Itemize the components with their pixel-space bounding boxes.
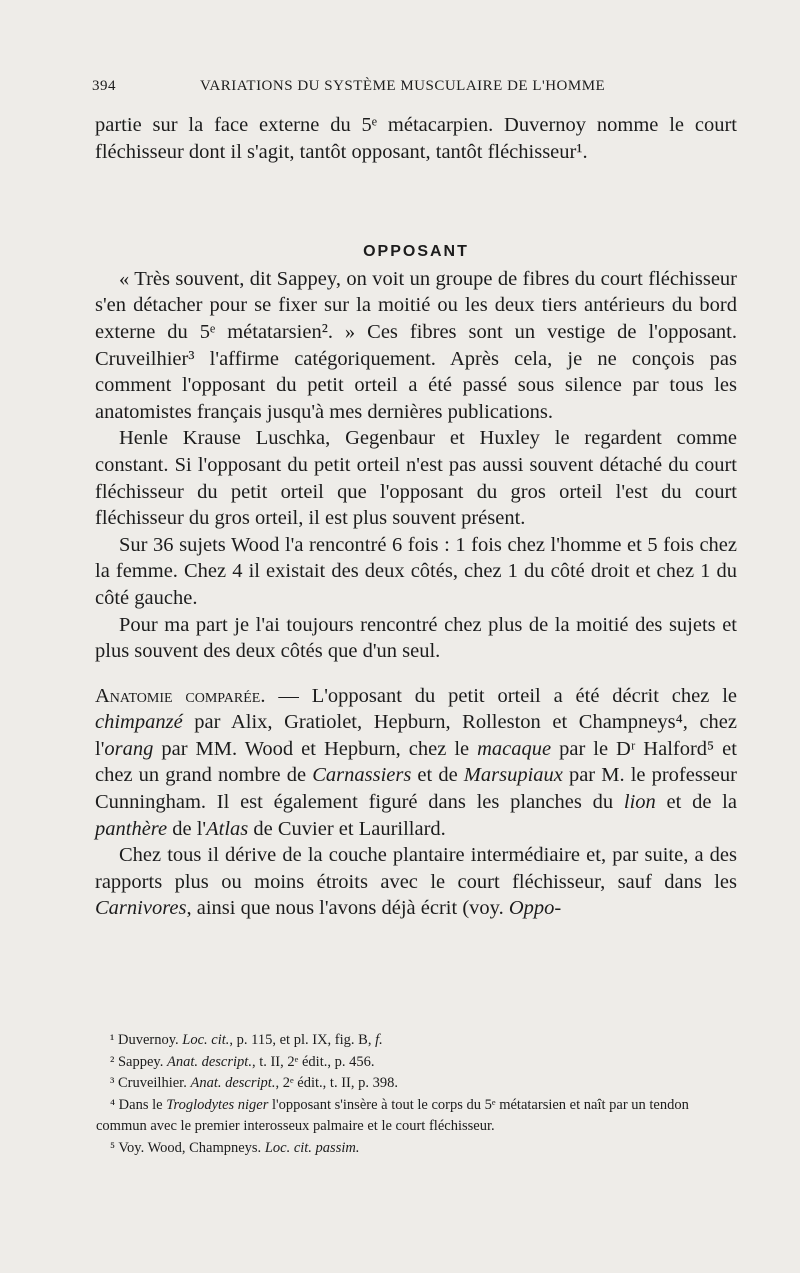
paragraph: « Très souvent, dit Sappey, on voit un groupe de fibres du court fléchisseur s'en détacher pour se fixer sur la moitié ou les deux tiers antérieurs du bord externe du 5ᵉ métatarsien². » Ces fibres sont un vestige de l'opposant. Cruveilhier³ l'affirme catégoriquement. Après cela, je ne conçois pas comment l'opposant du petit orteil a été passé sous silence par tous les anatomistes français jusqu'à mes dernières publications. — [95, 267, 737, 423]
page-number: 394 — [92, 78, 116, 94]
paragraph: Sur 36 sujets Wood l'a rencontré 6 fois : 1 fois chez l'homme et 5 fois chez la femme. Chez 4 il existait des deux côtés, chez 1 du côté droit et chez 1 du côté gauche. — [95, 533, 737, 609]
footnote-3: ³ Cruveilhier. Anat. descript., 2ᵉ édit., t. II, p. 398. — [110, 1075, 398, 1092]
paragraph: Chez tous il dérive de la couche plantaire intermédiaire et, par suite, a des rapports plus ou moins étroits avec le court fléchisseur, sauf dans les Carnivores, ainsi que nous l'avons déjà écrit (voy. Oppo- — [95, 844, 737, 920]
running-title: VARIATIONS DU SYSTÈME MUSCULAIRE DE L'HOMME — [200, 78, 606, 94]
paragraph: Pour ma part je l'ai toujours rencontré chez plus de la moitié des sujets et plus souvent des deux côtés que d'un seul. — [95, 613, 737, 663]
section-heading: OPPOSANT — [363, 243, 469, 261]
paragraph-continuation: partie sur la face externe du 5ᵉ métacarpien. Duvernoy nomme le court fléchisseur dont il s'agit, tantôt opposant, tantôt fléchisseur¹. — [95, 114, 737, 163]
footnotes — [96, 1030, 740, 1160]
footnote-2: ² Sappey. Anat. descript., t. II, 2ᵉ édit., p. 456. — [110, 1053, 375, 1070]
paragraph: Henle Krause Luschka, Gegenbaur et Huxley le regardent comme constant. Si l'opposant du petit orteil n'est pas aussi souvent détaché du court fléchisseur du petit orteil que l'opposant du gros orteil l'est du court fléchisseur du gros orteil, il est plus souvent présent. — [95, 427, 737, 530]
footnote-5: ⁵ Voy. Wood, Champneys. Loc. cit. passim. — [110, 1139, 360, 1156]
section-lead: Anatomie comparée. — [95, 684, 266, 707]
footnote-4: ⁴ Dans le Troglodytes niger l'opposant s'insère à tout le corps du 5ᵉ métatarsien et naît par un tendon commun avec le premier interosseux palmaire et le court fléchisseur. — [96, 1096, 689, 1135]
footnote-1: ¹ Duvernoy. Loc. cit., p. 115, et pl. IX, fig. B, f. — [110, 1032, 383, 1048]
paragraph-comparative-anatomy: Anatomie comparée. — L'opposant du petit orteil a été décrit chez le chimpanzé par Alix, Gratiolet, Hepburn, Rolleston et Champneys⁴, chez l'orang par MM. Wood et Hepburn, chez le macaque par le Dʳ Halford⁵ et chez un grand nombre de Carnassiers et de Marsupiaux par M. le professeur Cunningham. Il est également figuré dans les planches du lion et de la panthère de l'Atlas de Cuvier et Laurillard. — [95, 684, 737, 840]
main-text — [95, 112, 737, 922]
